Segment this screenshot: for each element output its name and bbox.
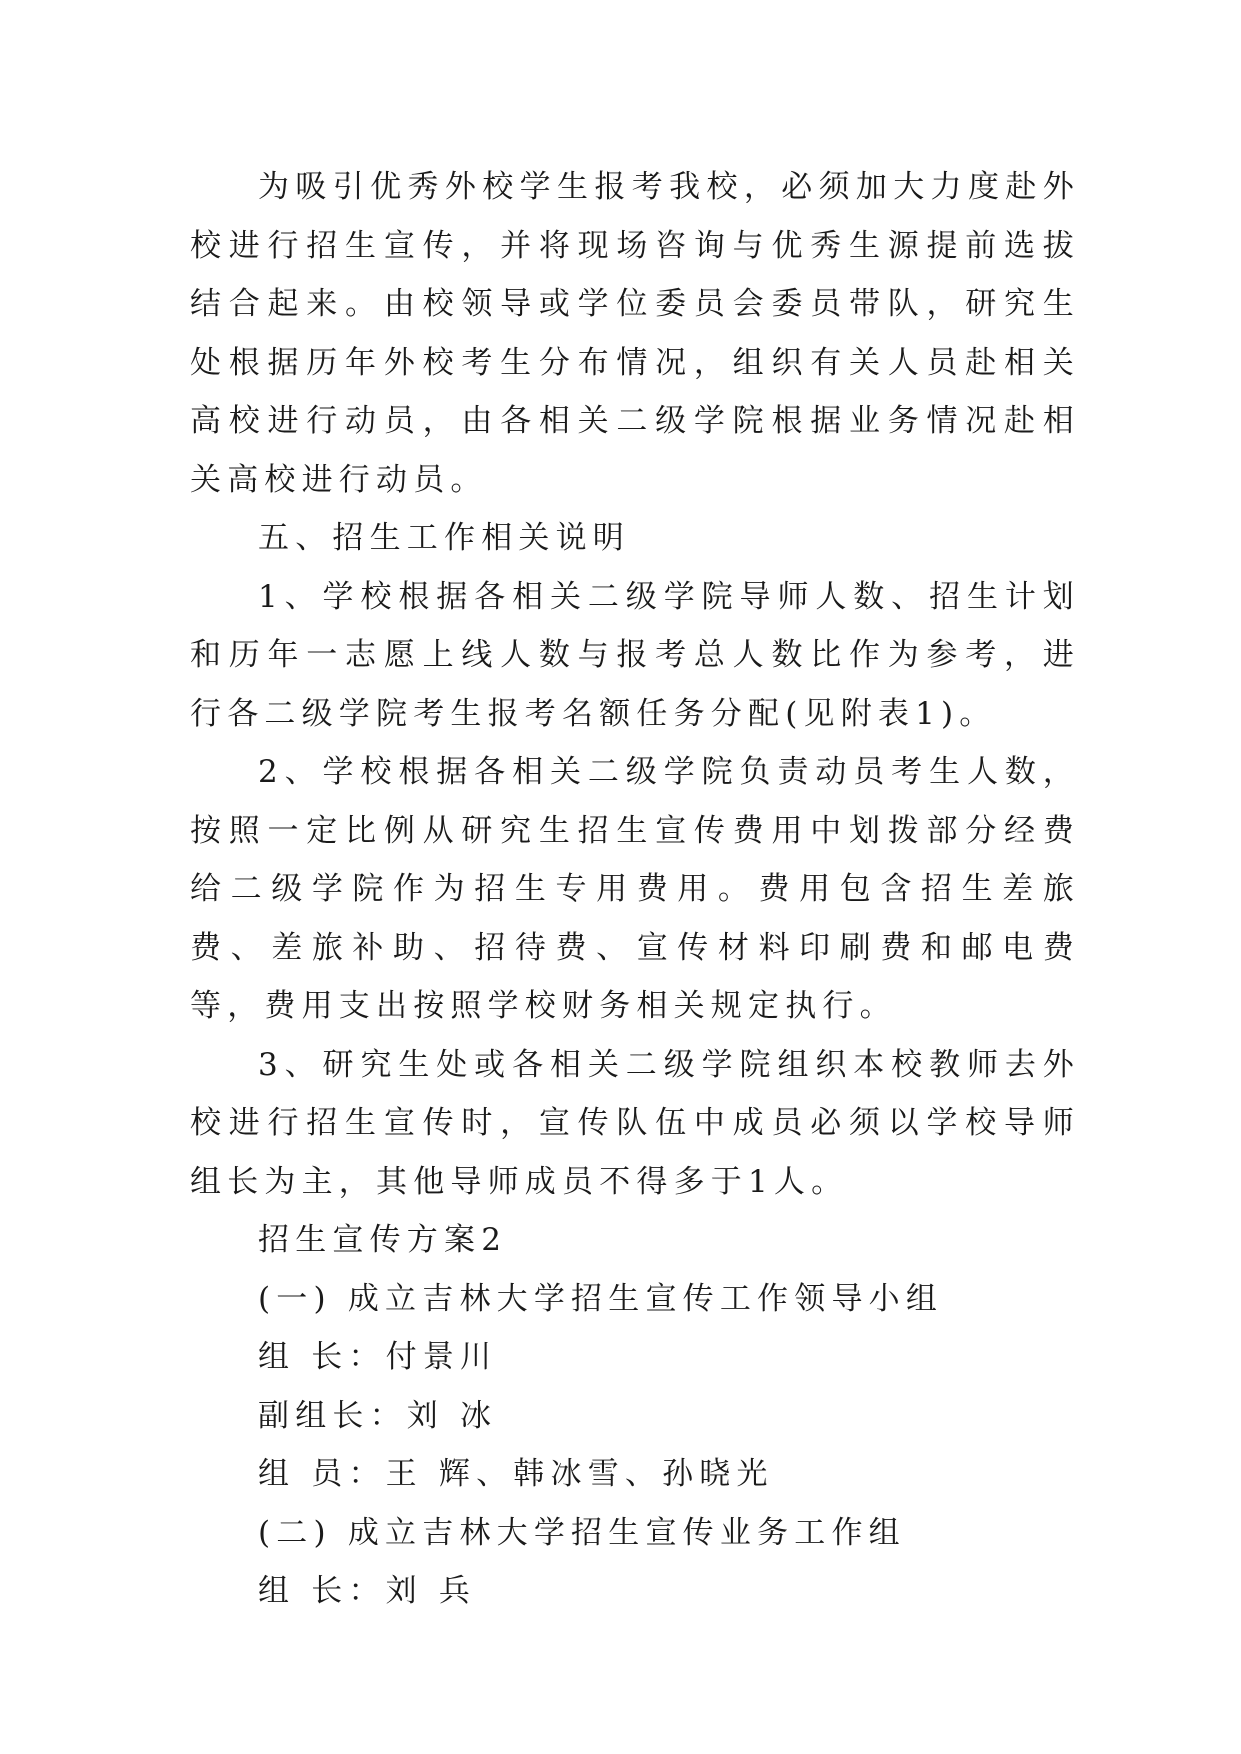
members-line: 组 员：王 辉、韩冰雪、孙晓光 <box>258 1456 774 1492</box>
plan-title: 招生宣传方案2 <box>258 1222 508 1258</box>
business-leader-line: 组 长：刘 兵 <box>258 1573 477 1609</box>
paragraph-recruitment-promotion: 为吸引优秀外校学生报考我校，必须加大力度赴外校进行招生宣传，并将现场咨询与优秀生源提前选拔结合起来。由校领导或学位委员会委员带队，研究生处根据历年外校考生分布情况，组织有关人员赴相关高校进行动员，由各相关二级学院根据业务情况赴相关高校进行动员。 <box>190 169 1080 498</box>
subsection-leadership-group: (一) 成立吉林大学招生宣传工作领导小组 <box>258 1280 944 1317</box>
section-heading-five: 五、招生工作相关说明 <box>258 520 630 556</box>
paragraph-item-3: 3、研究生处或各相关二级学院组织本校教师去外校进行招生宣传时，宣传队伍中成员必须以学校导师组长为主，其他导师成员不得多于1人。 <box>190 1046 1080 1200</box>
document-body <box>190 158 1080 1621</box>
deputy-leader-line: 副组长：刘 冰 <box>258 1397 498 1434</box>
leader-line: 组 长：付景川 <box>258 1339 498 1375</box>
paragraph-item-2: 2、学校根据各相关二级学院负责动员考生人数，按照一定比例从研究生招生宣传费用中划拨部分经费给二级学院作为招生专用费用。费用包含招生差旅费、差旅补助、招待费、宣传材料印刷费和邮电费等，费用支出按照学校财务相关规定执行。 <box>190 754 1080 1024</box>
paragraph-item-1: 1、学校根据各相关二级学院导师人数、招生计划和历年一志愿上线人数与报考总人数比作为参考，进行各二级学院考生报考名额任务分配(见附表1)。 <box>190 578 1080 732</box>
subsection-business-group: (二) 成立吉林大学招生宣传业务工作组 <box>258 1514 906 1551</box>
